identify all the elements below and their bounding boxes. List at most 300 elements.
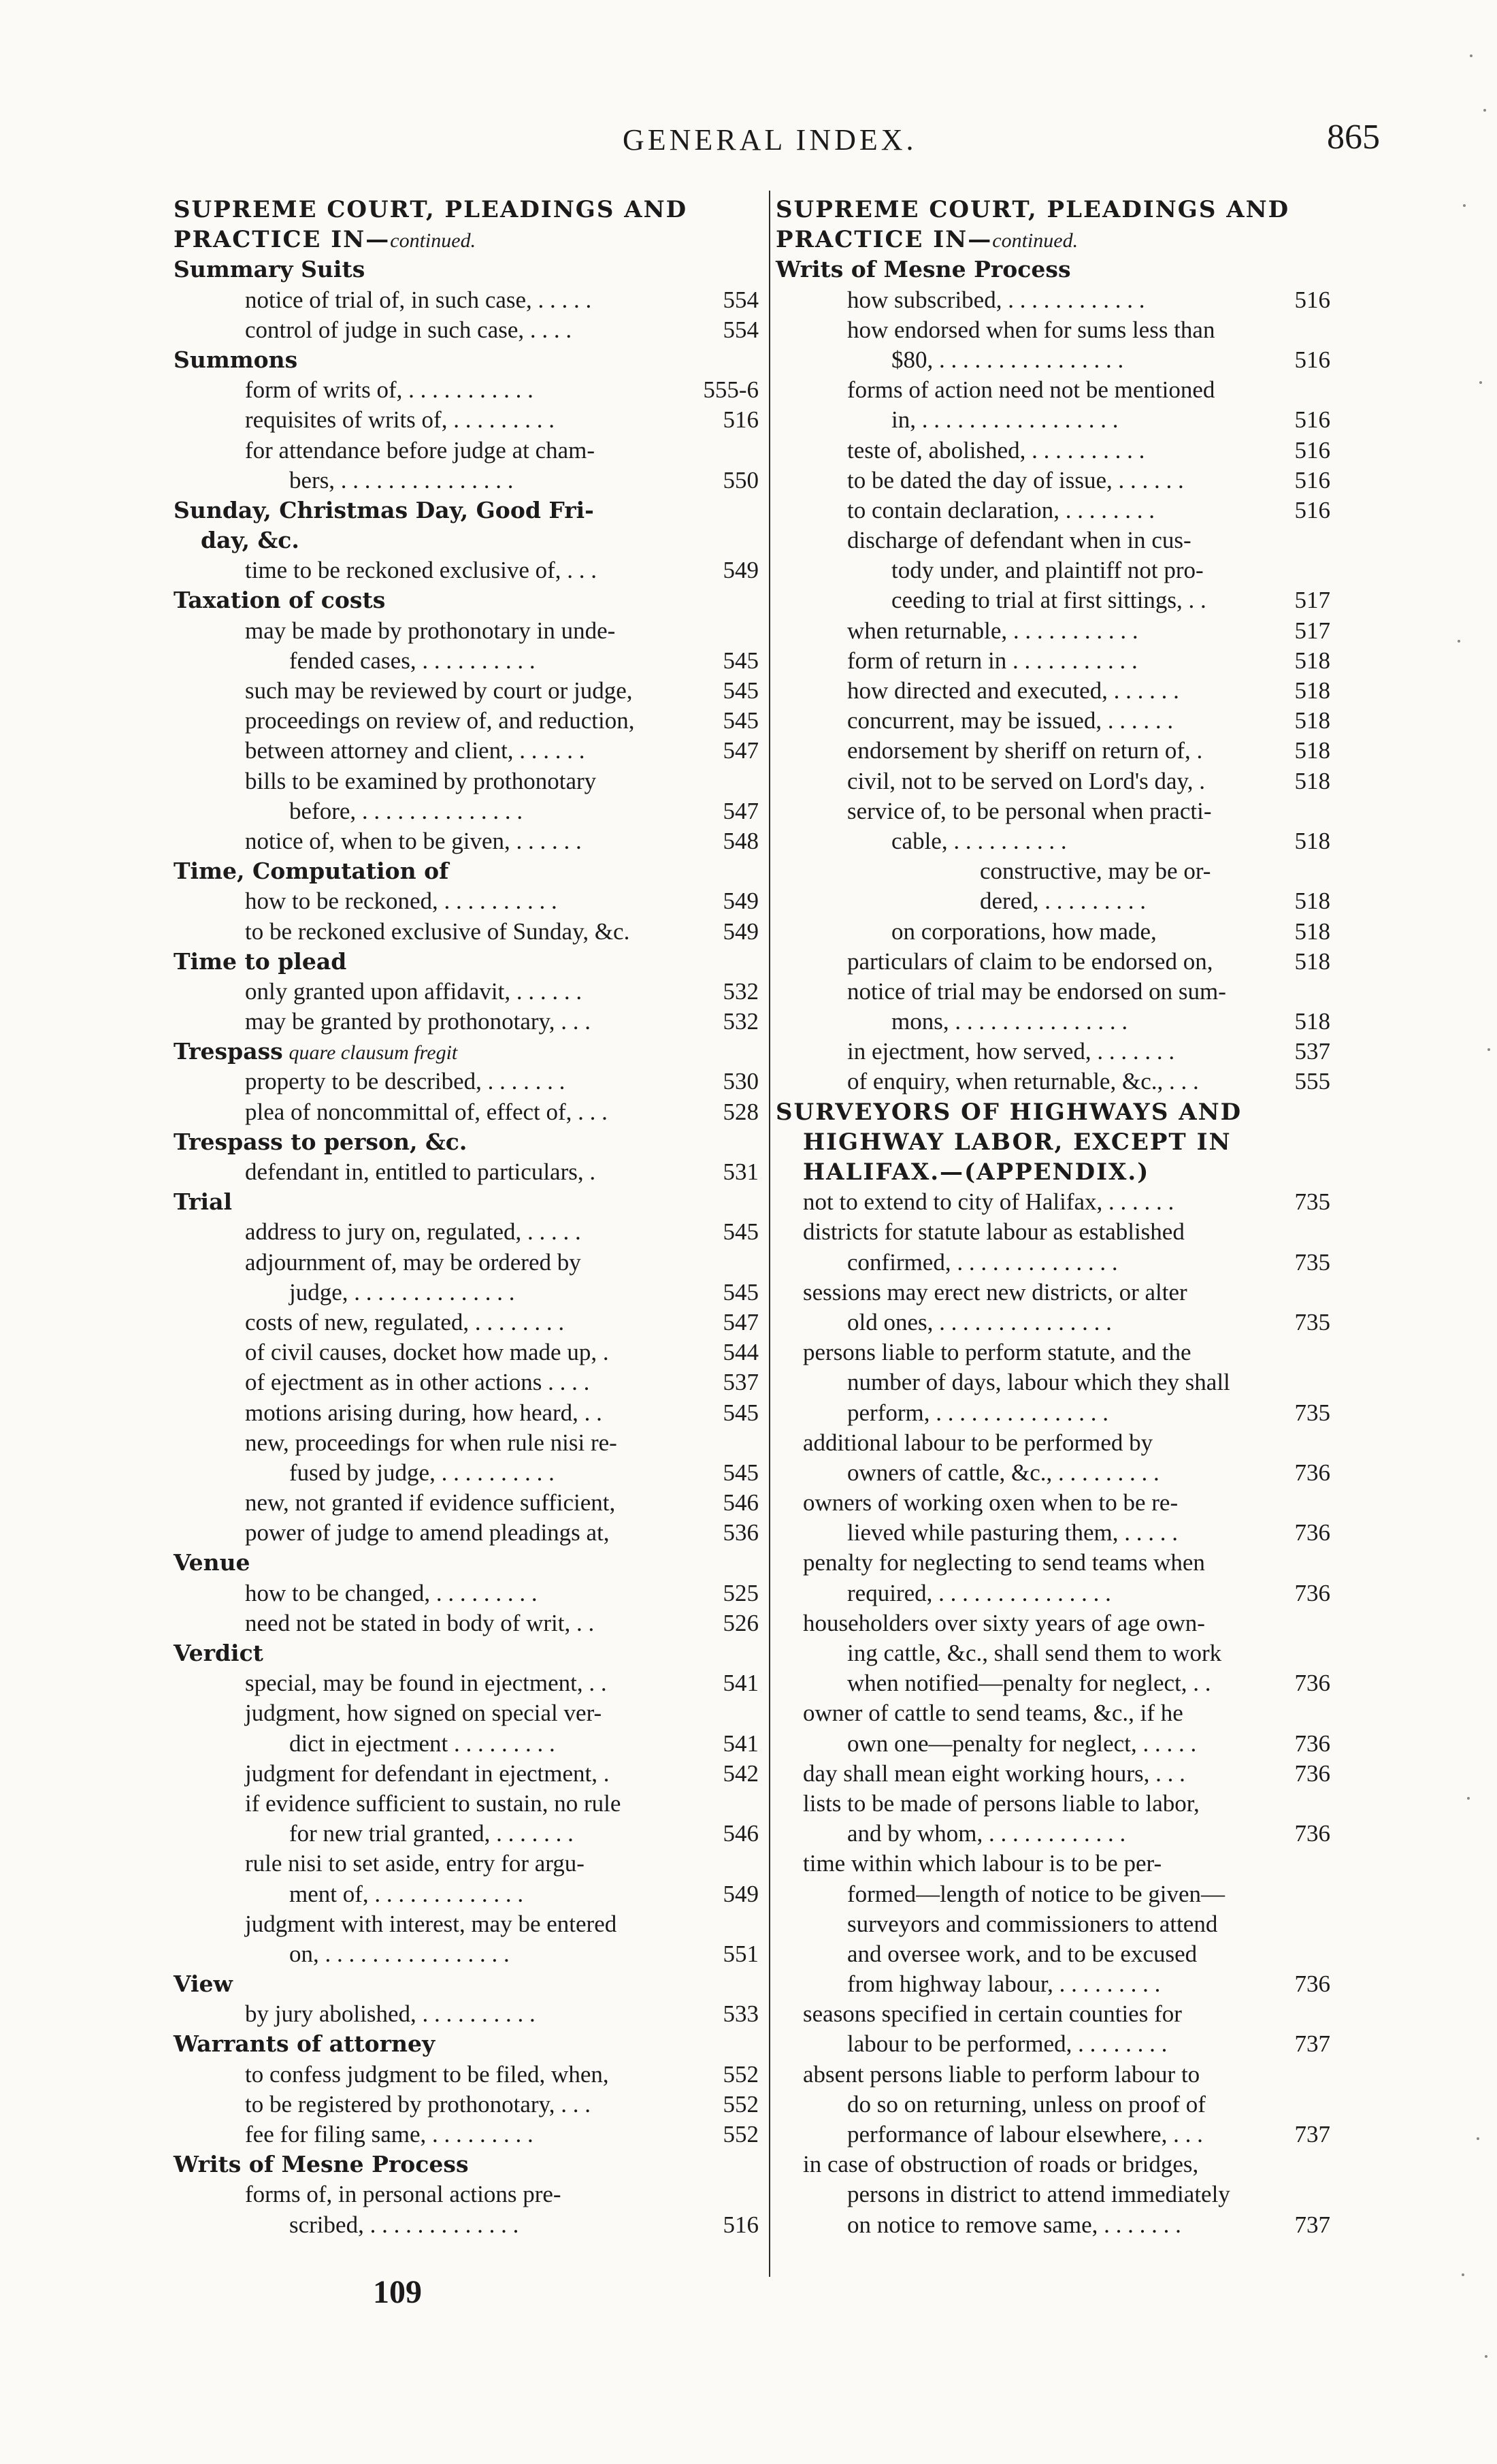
index-text: on, . . . . . . . . . . . . . . . . [289, 1940, 510, 1967]
index-text: forms of action need not be mentioned [847, 376, 1215, 404]
index-text: lieved while pasturing them, . . . . . [847, 1519, 1179, 1546]
index-line [776, 1789, 1330, 1819]
index-text: PRACTICE IN— [174, 226, 391, 254]
index-text: property to be described, . . . . . . . [245, 1068, 565, 1095]
index-line [776, 1217, 1330, 1247]
index-line [174, 525, 759, 555]
index-line [174, 917, 759, 947]
page-reference: 549 [723, 918, 759, 945]
index-line [174, 1187, 759, 1217]
index-line [174, 2090, 759, 2120]
page-reference: 516 [723, 406, 759, 434]
page-reference: 554 [723, 316, 759, 343]
index-line [776, 1668, 1330, 1698]
index-line [174, 1939, 759, 1969]
index-line [174, 796, 759, 826]
index-text: new, not granted if evidence sufficient, [245, 1489, 616, 1517]
index-text: Verdict [174, 1640, 263, 1666]
index-text: may be granted by prothonotary, . . . [245, 1008, 591, 1035]
index-text: discharge of defendant when in cus- [847, 527, 1191, 554]
page-reference: 516 [1294, 496, 1330, 523]
index-line [174, 1698, 759, 1728]
index-line [174, 1849, 759, 1879]
page-reference: 537 [723, 1369, 759, 1396]
index-text: sessions may erect new districts, or alter [803, 1278, 1187, 1306]
index-text: concurrent, may be issued, . . . . . . [847, 707, 1174, 734]
index-line [174, 375, 759, 405]
index-line [174, 1909, 759, 1939]
index-line [174, 2120, 759, 2150]
index-line [174, 285, 759, 315]
index-text: owners of working oxen when to be re- [803, 1489, 1179, 1517]
page-reference: 518 [1294, 947, 1330, 975]
index-text: notice of trial of, in such case, . . . . . [245, 286, 592, 313]
index-line [776, 796, 1330, 826]
index-text: adjournment of, may be ordered by [245, 1248, 581, 1276]
page-reference: 536 [723, 1519, 759, 1546]
index-text: how directed and executed, . . . . . . [847, 677, 1179, 704]
running-header [0, 118, 1497, 170]
index-text: bills to be examined by prothonotary [245, 767, 597, 794]
index-line [776, 947, 1330, 977]
index-line [174, 1067, 759, 1097]
index-line [174, 555, 759, 585]
index-line [776, 1308, 1330, 1338]
index-line [776, 585, 1330, 615]
index-text: scribed, . . . . . . . . . . . . . [289, 2211, 519, 2238]
index-line [776, 1488, 1330, 1518]
index-line [174, 766, 759, 796]
index-text: Time to plead [174, 947, 347, 975]
index-text: Summons [174, 346, 298, 373]
page-reference: 549 [723, 557, 759, 584]
index-line [776, 1127, 1330, 1157]
index-line [776, 1969, 1330, 1999]
index-text: how subscribed, . . . . . . . . . . . . [847, 286, 1145, 313]
index-text: control of judge in such case, . . . . [245, 316, 572, 343]
page-reference: 555-6 [703, 376, 759, 404]
page-reference: 735 [1294, 1248, 1330, 1276]
index-text: Taxation of costs [174, 587, 386, 614]
index-text: time to be reckoned exclusive of, . . . [245, 557, 597, 584]
index-text: constructive, may be or- [980, 858, 1211, 885]
page-reference: 518 [1294, 677, 1330, 704]
index-line [776, 255, 1330, 285]
index-line [174, 1488, 759, 1518]
index-line [174, 646, 759, 676]
index-line [776, 616, 1330, 646]
index-text: judgment with interest, may be entered [245, 1910, 617, 1937]
index-text: surveyors and commissioners to attend [847, 1910, 1218, 1937]
page-reference: 516 [1294, 436, 1330, 464]
page-reference: 736 [1294, 1519, 1330, 1546]
index-text: fee for filing same, . . . . . . . . . [245, 2121, 533, 2147]
index-line [174, 1518, 759, 1548]
index-text: fused by judge, . . . . . . . . . . [289, 1459, 555, 1486]
page-reference: 533 [723, 2000, 759, 2028]
index-text: teste of, abolished, . . . . . . . . . . [847, 436, 1145, 464]
page-reference: 737 [1294, 2121, 1330, 2147]
index-text: Writs of Mesne Process [776, 256, 1071, 283]
page-reference: 547 [723, 1308, 759, 1335]
page-reference: 737 [1294, 2211, 1330, 2238]
index-line [174, 1037, 759, 1067]
index-line [776, 466, 1330, 496]
index-text: own one—penalty for neglect, . . . . . [847, 1730, 1197, 1757]
index-text: motions arising during, how heard, . . [245, 1399, 602, 1426]
index-line [776, 1759, 1330, 1789]
index-text: in ejectment, how served, . . . . . . . [847, 1038, 1175, 1065]
index-line [776, 2210, 1330, 2240]
index-text: for new trial granted, . . . . . . . [289, 1820, 574, 1847]
page-reference: 736 [1294, 1670, 1330, 1697]
page-reference: 554 [723, 286, 759, 313]
index-text: performance of labour elsewhere, . . . [847, 2121, 1203, 2147]
page-reference: 516 [1294, 286, 1330, 313]
index-line [174, 826, 759, 856]
index-text: labour to be performed, . . . . . . . . [847, 2030, 1168, 2058]
index-text: ment of, . . . . . . . . . . . . . [289, 1880, 524, 1907]
index-text: to confess judgment to be filed, when, [245, 2060, 609, 2088]
index-text: may be made by prothonotary in unde- [245, 617, 616, 644]
index-line [174, 1759, 759, 1789]
index-line [776, 405, 1330, 435]
page-reference: 518 [1294, 707, 1330, 734]
index-text: householders over sixty years of age own- [803, 1609, 1205, 1636]
index-text: day shall mean eight working hours, . . . [803, 1760, 1185, 1787]
index-text: of civil causes, docket how made up, . [245, 1339, 609, 1366]
right-column [776, 195, 1330, 2240]
index-text: of enquiry, when returnable, &c., . . . [847, 1068, 1199, 1095]
index-text: old ones, . . . . . . . . . . . . . . . [847, 1308, 1112, 1335]
index-text: before, . . . . . . . . . . . . . . [289, 797, 523, 824]
index-line [174, 255, 759, 285]
page-reference: 545 [723, 677, 759, 704]
index-line [776, 195, 1330, 225]
page-reference: 548 [723, 827, 759, 854]
index-line [776, 315, 1330, 345]
index-line [174, 315, 759, 345]
index-text: Writs of Mesne Process [174, 2151, 469, 2178]
index-text: SURVEYORS OF HIGHWAYS AND [776, 1098, 1243, 1126]
page-reference: 544 [723, 1339, 759, 1366]
index-line [174, 1789, 759, 1819]
index-line [174, 405, 759, 435]
page-reference: 547 [723, 797, 759, 824]
page-reference: 545 [723, 707, 759, 734]
index-line [174, 676, 759, 706]
index-text: special, may be found in ejectment, . . [245, 1670, 607, 1697]
index-line [776, 496, 1330, 525]
index-text: to be reckoned exclusive of Sunday, &c. [245, 918, 630, 945]
index-text: new, proceedings for when rule nisi re- [245, 1429, 617, 1456]
index-line [776, 1248, 1330, 1278]
index-line [776, 1187, 1330, 1217]
index-line [174, 2060, 759, 2090]
page-reference: 516 [1294, 346, 1330, 373]
index-line [174, 2150, 759, 2179]
index-text: Sunday, Christmas Day, Good Fri- [174, 496, 594, 523]
index-line [776, 2120, 1330, 2150]
page-reference: 555 [1294, 1068, 1330, 1095]
index-line [174, 706, 759, 736]
left-column [174, 195, 759, 2240]
index-line [776, 1157, 1330, 1187]
index-text: penalty for neglecting to send teams when [803, 1549, 1205, 1576]
index-text: plea of noncommittal of, effect of, . . . [245, 1098, 608, 1125]
index-text: for attendance before judge at cham- [245, 436, 595, 464]
index-line [174, 1157, 759, 1187]
index-note: continued. [992, 229, 1079, 253]
index-line [776, 1097, 1330, 1127]
index-line [174, 886, 759, 916]
index-text: Summary Suits [174, 256, 365, 283]
page-reference: 532 [723, 1008, 759, 1035]
index-line [776, 886, 1330, 916]
index-text: Venue [174, 1549, 250, 1576]
index-text: endorsement by sheriff on return of, . [847, 737, 1203, 764]
index-text: time within which labour is to be per- [803, 1850, 1162, 1877]
index-line [776, 2090, 1330, 2120]
index-text: and by whom, . . . . . . . . . . . . [847, 1820, 1126, 1847]
index-text: proceedings on review of, and reduction, [245, 707, 635, 734]
index-text: SUPREME COURT, PLEADINGS AND [776, 196, 1290, 223]
page-reference: 541 [723, 1730, 759, 1757]
page-reference: 552 [723, 2090, 759, 2118]
index-line [174, 736, 759, 766]
page-reference: 518 [1294, 827, 1330, 854]
index-line [776, 1548, 1330, 1578]
index-line [174, 585, 759, 615]
index-text: lists to be made of persons liable to labor, [803, 1789, 1200, 1817]
index-text: form of return in . . . . . . . . . . . [847, 647, 1138, 674]
index-text: absent persons liable to perform labour to [803, 2060, 1200, 2088]
index-line [776, 1638, 1330, 1668]
page-reference: 516 [723, 2211, 759, 2238]
index-line [174, 225, 759, 255]
index-line [776, 1398, 1330, 1428]
index-text: persons in district to attend immediately [847, 2181, 1230, 2208]
page-reference: 736 [1294, 1760, 1330, 1787]
index-text: confirmed, . . . . . . . . . . . . . . [847, 1248, 1118, 1276]
index-line [174, 2210, 759, 2240]
index-text: costs of new, regulated, . . . . . . . . [245, 1308, 565, 1335]
page-reference: 545 [723, 1278, 759, 1306]
index-line [776, 1608, 1330, 1638]
index-line [776, 1729, 1330, 1759]
index-text: dict in ejectment . . . . . . . . . [289, 1730, 555, 1757]
page-reference: 551 [723, 1940, 759, 1967]
index-text: address to jury on, regulated, . . . . . [245, 1218, 581, 1246]
index-text: not to extend to city of Halifax, . . . . . . [803, 1188, 1174, 1216]
index-line [174, 1248, 759, 1278]
index-line [776, 1067, 1330, 1097]
index-line [174, 1729, 759, 1759]
index-text: SUPREME COURT, PLEADINGS AND [174, 196, 688, 223]
index-text: how endorsed when for sums less than [847, 316, 1215, 343]
index-text: requisites of writs of, . . . . . . . . . [245, 406, 555, 434]
page-title: GENERAL INDEX. [623, 123, 917, 157]
page-reference: 545 [723, 647, 759, 674]
index-text: perform, . . . . . . . . . . . . . . . [847, 1399, 1108, 1426]
index-text: rule nisi to set aside, entry for argu- [245, 1850, 585, 1877]
index-line [776, 1849, 1330, 1879]
page-reference: 518 [1294, 737, 1330, 764]
page-reference: 550 [723, 466, 759, 493]
index-text: to contain declaration, . . . . . . . . [847, 496, 1155, 523]
index-text: bers, . . . . . . . . . . . . . . . [289, 466, 514, 493]
page-reference: 528 [723, 1098, 759, 1125]
index-text: owners of cattle, &c., . . . . . . . . . [847, 1459, 1159, 1486]
index-line [174, 1638, 759, 1668]
index-text: notice of trial may be endorsed on sum- [847, 977, 1226, 1005]
page-edge-specks [1449, 27, 1497, 2410]
index-text: if evidence sufficient to sustain, no rule [245, 1789, 621, 1817]
index-line [776, 706, 1330, 736]
index-text: additional labour to be performed by [803, 1429, 1153, 1456]
index-line [776, 375, 1330, 405]
index-line [776, 826, 1330, 856]
index-text: in case of obstruction of roads or bridges, [803, 2151, 1199, 2178]
index-line [174, 1608, 759, 1638]
index-text: persons liable to perform statute, and the [803, 1339, 1191, 1366]
page-reference: 545 [723, 1218, 759, 1246]
index-line [174, 977, 759, 1007]
index-text: on notice to remove same, . . . . . . . [847, 2211, 1181, 2238]
index-text: form of writs of, . . . . . . . . . . . [245, 376, 533, 404]
page-reference: 532 [723, 977, 759, 1005]
page-reference: 547 [723, 737, 759, 764]
index-line [174, 1367, 759, 1397]
index-line [174, 1428, 759, 1458]
index-line [174, 1127, 759, 1157]
page-reference: 736 [1294, 1971, 1330, 1998]
page-reference: 546 [723, 1489, 759, 1517]
index-text: how to be reckoned, . . . . . . . . . . [245, 888, 557, 915]
index-line [776, 1999, 1330, 2029]
index-text: HIGHWAY LABOR, EXCEPT IN [803, 1128, 1232, 1156]
page-reference: 736 [1294, 1730, 1330, 1757]
index-text: ing cattle, &c., shall send them to work [847, 1640, 1222, 1666]
index-text: tody under, and plaintiff not pro- [891, 557, 1204, 584]
index-text: when notified—penalty for neglect, . . [847, 1670, 1211, 1697]
index-text: of ejectment as in other actions . . . . [245, 1369, 590, 1396]
index-note: continued. [390, 229, 476, 253]
index-text: particulars of claim to be endorsed on, [847, 947, 1213, 975]
index-line [174, 1007, 759, 1037]
column-divider [769, 191, 770, 2277]
index-line [776, 1578, 1330, 1608]
index-line [174, 496, 759, 525]
index-text: dered, . . . . . . . . . [980, 888, 1146, 915]
page-reference: 545 [723, 1399, 759, 1426]
page-reference: 736 [1294, 1459, 1330, 1486]
index-line [776, 2029, 1330, 2059]
index-line [776, 1698, 1330, 1728]
index-text: Trespass [174, 1038, 283, 1065]
index-text: notice of, when to be given, . . . . . . [245, 827, 582, 854]
index-line [776, 555, 1330, 585]
index-line [776, 225, 1330, 255]
index-line [174, 1398, 759, 1428]
index-text: judgment for defendant in ejectment, . [245, 1760, 610, 1787]
index-text: between attorney and client, . . . . . . [245, 737, 585, 764]
index-line [174, 1819, 759, 1849]
index-text: owner of cattle to send teams, &c., if he [803, 1700, 1183, 1727]
index-text: on corporations, how made, [891, 918, 1157, 945]
page-reference: 530 [723, 1068, 759, 1095]
index-line [174, 1338, 759, 1367]
index-text: and oversee work, and to be excused [847, 1940, 1198, 1967]
index-text: $80, . . . . . . . . . . . . . . . . [891, 346, 1124, 373]
index-line [776, 1367, 1330, 1397]
index-line [776, 1879, 1330, 1909]
index-line [776, 766, 1330, 796]
index-text: cable, . . . . . . . . . . [891, 827, 1067, 854]
page-reference: 735 [1294, 1188, 1330, 1216]
index-text: fended cases, . . . . . . . . . . [289, 647, 536, 674]
index-line [776, 917, 1330, 947]
index-text: service of, to be personal when practi- [847, 797, 1212, 824]
page-reference: 518 [1294, 647, 1330, 674]
page-reference: 546 [723, 1820, 759, 1847]
index-line [174, 1548, 759, 1578]
index-line [174, 1999, 759, 2029]
index-text: PRACTICE IN— [776, 226, 993, 254]
index-text: to be dated the day of issue, . . . . . . [847, 466, 1184, 493]
index-line [776, 2060, 1330, 2090]
index-line [776, 856, 1330, 886]
page-reference: 737 [1294, 2030, 1330, 2058]
index-text: in, . . . . . . . . . . . . . . . . . [891, 406, 1119, 434]
index-text: day, &c. [201, 527, 299, 554]
index-text: Time, Computation of [174, 858, 449, 885]
index-text: ceeding to trial at first sittings, . . [891, 587, 1206, 614]
index-line [776, 1458, 1330, 1488]
index-line [776, 1278, 1330, 1308]
index-line [174, 1879, 759, 1909]
page-reference: 518 [1294, 767, 1330, 794]
page-reference: 549 [723, 888, 759, 915]
index-line [776, 1007, 1330, 1037]
index-text: Trespass to person, &c. [174, 1128, 467, 1155]
index-line [174, 1097, 759, 1127]
index-text: when returnable, . . . . . . . . . . . [847, 617, 1138, 644]
index-line [174, 1969, 759, 1999]
index-text: number of days, labour which they shall [847, 1369, 1230, 1396]
page-reference: 552 [723, 2121, 759, 2147]
page-reference: 542 [723, 1760, 759, 1787]
page-reference: 517 [1294, 617, 1330, 644]
page-reference: 552 [723, 2060, 759, 2088]
index-line [174, 947, 759, 977]
index-text: Trial [174, 1188, 232, 1216]
index-line [776, 285, 1330, 315]
page-reference: 736 [1294, 1579, 1330, 1606]
page-reference: 518 [1294, 888, 1330, 915]
index-line [174, 616, 759, 646]
index-text: districts for statute labour as established [803, 1218, 1185, 1246]
index-text: View [174, 1971, 233, 1998]
page-reference: 531 [723, 1158, 759, 1185]
index-text: HALIFAX.—(APPENDIX.) [803, 1158, 1150, 1186]
page-reference: 518 [1294, 1008, 1330, 1035]
index-text: judge, . . . . . . . . . . . . . . [289, 1278, 515, 1306]
page-reference: 549 [723, 1880, 759, 1907]
index-text: from highway labour, . . . . . . . . . [847, 1971, 1161, 1998]
page-number: 865 [1327, 118, 1380, 157]
page-reference: 545 [723, 1459, 759, 1486]
